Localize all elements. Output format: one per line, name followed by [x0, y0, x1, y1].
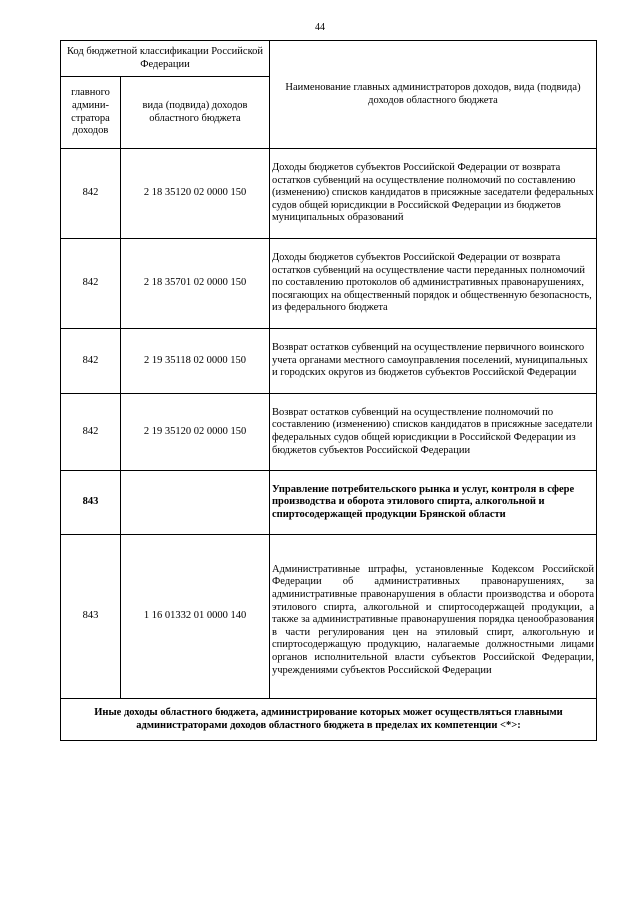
row-3-admin: 842: [61, 329, 121, 394]
row-2-code: 2 18 35701 02 0000 150: [121, 239, 270, 329]
row-1-text: Доходы бюджетов субъектов Российской Федерации от возврата остатков субвенций на осуществление полномочий по составлению (изменению) списков кандидатов в присяжные заседатели федеральных судов общей юрисдикции в Российской Федерации из бюджетов муниципальных образований: [270, 149, 597, 239]
fine-row-admin: 843: [61, 535, 121, 699]
row-4-code: 2 19 35120 02 0000 150: [121, 394, 270, 471]
header-admin-column: главного админи-стратора доходов: [61, 77, 121, 149]
row-1-code: 2 18 35120 02 0000 150: [121, 149, 270, 239]
row-4-admin: 842: [61, 394, 121, 471]
section-admin: 843: [61, 471, 121, 535]
row-3-code: 2 19 35118 02 0000 150: [121, 329, 270, 394]
budget-classification-table: [60, 40, 597, 741]
header-group-title: Код бюджетной классификации Российской Федерации: [61, 41, 270, 77]
row-4-text: Возврат остатков субвенций на осуществление полномочий по составлению (изменению) списков кандидатов в присяжные заседатели федеральных судов общей юрисдикции в Российской Федерации из бюджетов субъектов Российской Федерации: [270, 394, 597, 471]
section-code-empty: [121, 471, 270, 535]
fine-row-text: Административные штрафы, установленные Кодексом Российской Федерации об административных правонарушениях, за административные правонарушения в области производства и оборота этилового спирта, алкогольной и спиртосодержащей продукции, а также за административные правонарушения порядка ценообразования в части регулирования цен на этиловый спирт, алкогольную и спиртосодержащую продукцию, налагаемые должностными лицами органов исполнительной власти субъектов Российской Федерации, учреждениями субъектов Российской Федерации: [270, 535, 597, 699]
row-3-text: Возврат остатков субвенций на осуществление первичного воинского учета органами местного самоуправления поселений, муниципальных и городских округов из бюджетов субъектов Российской Федерации: [270, 329, 597, 394]
row-2-text: Доходы бюджетов субъектов Российской Федерации от возврата остатков субвенций на осуществление части переданных полномочий по составлению протоколов об административных правонарушениях, посягающих на общественный порядок и общественную безопасность, из федерального бюджета: [270, 239, 597, 329]
other-revenues-note: Иные доходы областного бюджета, администрирование которых может осуществляться главными администраторами доходов областного бюджета в пределах их компетенции <*>:: [61, 699, 597, 741]
header-type-column: вида (подвида) доходов областного бюджета: [121, 77, 270, 149]
row-1-admin: 842: [61, 149, 121, 239]
section-title: Управление потребительского рынка и услуг, контроля в сфере производства и оборота этилового спирта, алкогольной и спиртосодержащей продукции Брянской области: [270, 471, 597, 535]
row-2-admin: 842: [61, 239, 121, 329]
page-number: 44: [315, 22, 325, 33]
fine-row-code: 1 16 01332 01 0000 140: [121, 535, 270, 699]
header-name-column: Наименование главных администраторов доходов, вида (подвида) доходов областного бюджета: [270, 41, 597, 149]
